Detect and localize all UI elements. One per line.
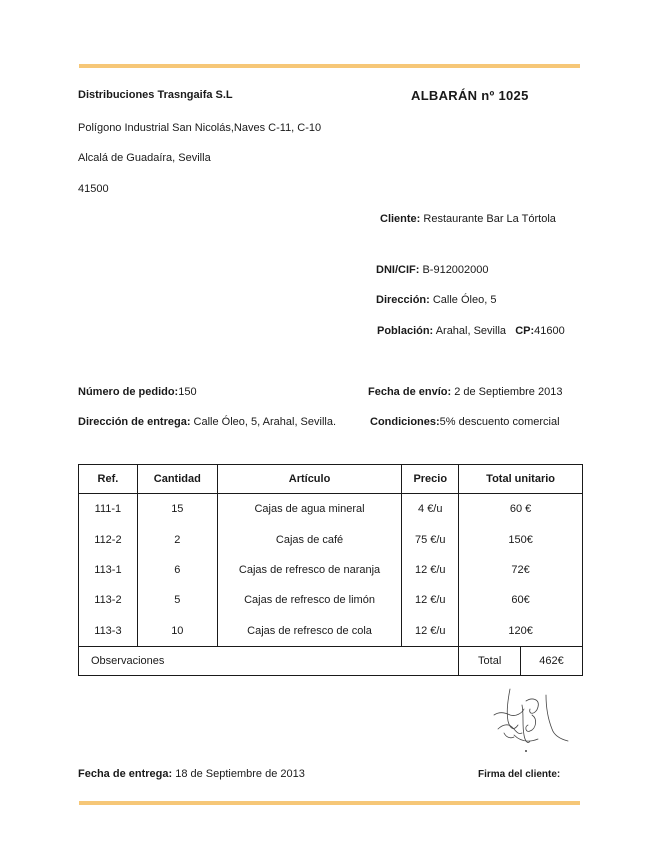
cell-price: 4 €/u	[402, 494, 459, 525]
conditions-label: Condiciones:	[370, 416, 440, 428]
cell-unit-total: 60€	[459, 585, 583, 615]
town-value: Arahal, Sevilla	[435, 325, 507, 337]
company-name: Distribuciones Trasngaifa S.L	[78, 89, 233, 101]
cp-label: CP:	[515, 325, 535, 337]
header-price: Precio	[402, 465, 459, 494]
town-line	[377, 325, 565, 337]
client-signature-drawing	[488, 685, 574, 757]
cell-ref: 113-3	[79, 616, 138, 647]
ship-date-line	[368, 386, 562, 398]
table-row	[79, 616, 583, 647]
delivery-date-label: Fecha de entrega:	[78, 768, 173, 780]
table-header-row	[79, 465, 583, 494]
delivery-address-line	[78, 416, 336, 428]
dni-label: DNI/CIF:	[376, 264, 420, 276]
cell-price: 75 €/u	[402, 524, 459, 554]
header-article: Artículo	[217, 465, 402, 494]
cell-article: Cajas de café	[217, 524, 402, 554]
conditions-value: 5% descuento comercial	[439, 416, 560, 428]
conditions-line	[370, 416, 560, 428]
bottom-rule	[79, 801, 580, 805]
table-row	[79, 555, 583, 585]
items-table	[78, 464, 583, 676]
delivery-address-label: Dirección de entrega:	[78, 416, 191, 428]
signature-label: Firma del cliente:	[478, 769, 561, 780]
cell-quantity: 2	[137, 524, 217, 554]
cell-price: 12 €/u	[402, 585, 459, 615]
client-line	[380, 213, 556, 225]
cell-quantity: 15	[137, 494, 217, 525]
cell-quantity: 10	[137, 616, 217, 647]
delivery-date-line	[78, 768, 305, 780]
cp-value: 41600	[534, 325, 565, 337]
order-number-value: 150	[178, 386, 197, 398]
total-label: Total	[459, 646, 521, 675]
town-label: Población:	[377, 325, 434, 337]
cell-quantity: 6	[137, 555, 217, 585]
top-rule	[79, 64, 580, 68]
delivery-date-value: 18 de Septiembre de 2013	[175, 768, 305, 780]
ship-date-value: 2 de Septiembre 2013	[454, 386, 563, 398]
table-footer-row	[79, 646, 583, 675]
company-postal-code: 41500	[78, 183, 109, 195]
total-value: 462€	[521, 646, 583, 675]
company-address: Polígono Industrial San Nicolás,Naves C-11, C-10	[78, 122, 322, 134]
header-quantity: Cantidad	[137, 465, 217, 494]
cell-ref: 113-1	[79, 555, 138, 585]
ship-date-label: Fecha de envío:	[368, 386, 452, 398]
cell-article: Cajas de agua mineral	[217, 494, 402, 525]
client-label: Cliente:	[380, 213, 421, 225]
cell-ref: 113-2	[79, 585, 138, 615]
order-number-line	[78, 386, 197, 398]
table-row	[79, 524, 583, 554]
observations-label: Observaciones	[79, 646, 459, 675]
header-ref: Ref.	[79, 465, 138, 494]
table-row	[79, 585, 583, 615]
cell-article: Cajas de refresco de naranja	[217, 555, 402, 585]
cell-unit-total: 60 €	[459, 494, 583, 525]
client-address-value: Calle Óleo, 5	[432, 294, 497, 306]
cell-unit-total: 120€	[459, 616, 583, 647]
cell-article: Cajas de refresco de limón	[217, 585, 402, 615]
order-number-label: Número de pedido:	[78, 386, 179, 398]
delivery-address-value: Calle Óleo, 5, Arahal, Sevilla.	[193, 416, 337, 428]
cell-unit-total: 72€	[459, 555, 583, 585]
dni-value: B-912002000	[422, 264, 489, 276]
cell-quantity: 5	[137, 585, 217, 615]
cell-ref: 111-1	[79, 494, 138, 525]
cell-ref: 112-2	[79, 524, 138, 554]
company-city: Alcalá de Guadaíra, Sevilla	[78, 152, 211, 164]
header-unit-total: Total unitario	[459, 465, 583, 494]
cell-unit-total: 150€	[459, 524, 583, 554]
document-title: ALBARÁN nº 1025	[411, 88, 529, 103]
client-address-line	[376, 294, 496, 306]
cell-price: 12 €/u	[402, 616, 459, 647]
cell-price: 12 €/u	[402, 555, 459, 585]
client-address-label: Dirección:	[376, 294, 430, 306]
client-value: Restaurante Bar La Tórtola	[423, 213, 556, 225]
table-row	[79, 494, 583, 525]
dni-line	[376, 264, 489, 276]
cell-article: Cajas de refresco de cola	[217, 616, 402, 647]
